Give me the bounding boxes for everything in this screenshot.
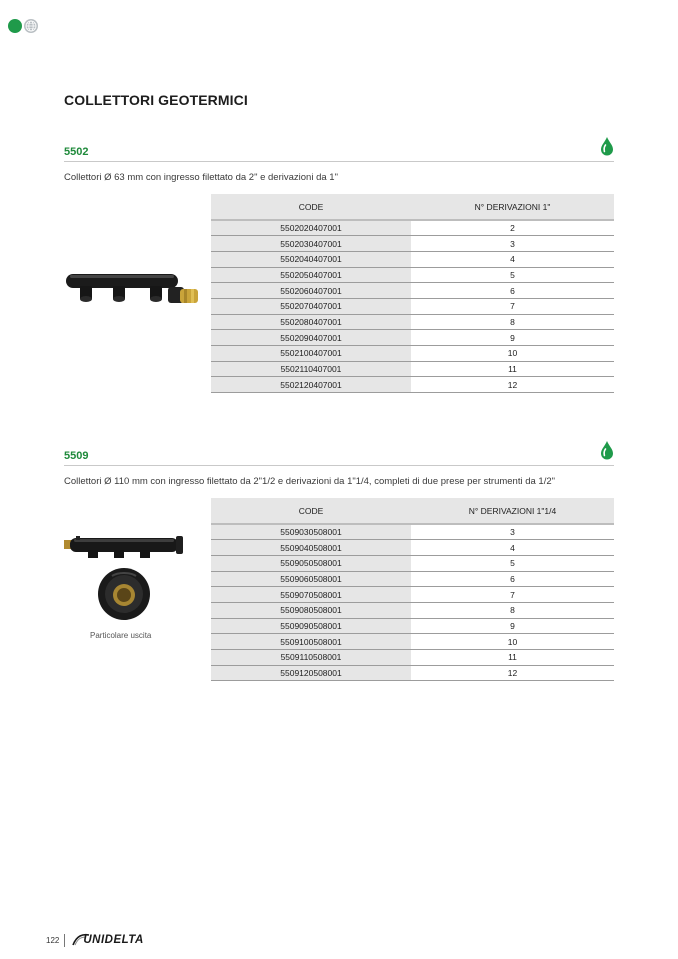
table-row — [211, 571, 614, 587]
value-cell: 3 — [411, 524, 614, 540]
water-drop-icon — [600, 136, 614, 156]
value-cell: 9 — [411, 330, 614, 346]
section-description: Collettori Ø 110 mm con ingresso filettato da 2"1/2 e derivazioni da 1"1/4, completi di due prese per strumenti da 1/2" — [64, 476, 556, 487]
code-cell: 5509070508001 — [211, 587, 411, 603]
outlet-detail-image — [94, 568, 154, 620]
section-5502 — [64, 142, 614, 390]
page-number: 122 — [46, 934, 65, 947]
column-header-derivazioni: N° DERIVAZIONI 1" — [411, 194, 614, 220]
table-row — [211, 555, 614, 571]
globe-icon — [24, 19, 38, 33]
table-row — [211, 602, 614, 618]
product-table-5502 — [211, 194, 614, 393]
section-code: 5509 — [64, 450, 89, 462]
code-cell: 5509080508001 — [211, 602, 411, 618]
section-5509 — [64, 446, 614, 679]
page-footer — [46, 933, 144, 947]
code-cell: 5509030508001 — [211, 524, 411, 540]
brand-name: UNIDELTA — [83, 934, 144, 946]
code-cell: 5502100407001 — [211, 346, 411, 362]
code-cell: 5509050508001 — [211, 555, 411, 571]
value-cell: 3 — [411, 236, 614, 252]
code-cell: 5509060508001 — [211, 571, 411, 587]
value-cell: 9 — [411, 618, 614, 634]
code-cell: 5509090508001 — [211, 618, 411, 634]
green-dot-icon — [8, 19, 22, 33]
value-cell: 10 — [411, 634, 614, 650]
value-cell: 7 — [411, 587, 614, 603]
product-table-5509 — [211, 498, 614, 681]
table-row — [211, 650, 614, 666]
image-caption: Particolare uscita — [90, 631, 152, 640]
water-drop-icon — [600, 440, 614, 460]
page-title: COLLETTORI GEOTERMICI — [64, 92, 248, 108]
table-header-row — [211, 194, 614, 220]
section-description: Collettori Ø 63 mm con ingresso filettato da 2" e derivazioni da 1" — [64, 172, 338, 183]
code-cell: 5502060407001 — [211, 283, 411, 299]
table-row — [211, 361, 614, 377]
table-row — [211, 618, 614, 634]
section-header — [64, 142, 614, 162]
code-cell: 5502070407001 — [211, 298, 411, 314]
table-row — [211, 587, 614, 603]
value-cell: 4 — [411, 540, 614, 556]
column-header-derivazioni: N° DERIVAZIONI 1"1/4 — [411, 498, 614, 524]
column-header-code: CODE — [211, 498, 411, 524]
value-cell: 10 — [411, 346, 614, 362]
code-cell: 5502080407001 — [211, 314, 411, 330]
table-row — [211, 377, 614, 393]
section-header — [64, 446, 614, 466]
value-cell: 12 — [411, 377, 614, 393]
value-cell: 12 — [411, 665, 614, 681]
table-row — [211, 251, 614, 267]
table-row — [211, 524, 614, 540]
value-cell: 8 — [411, 602, 614, 618]
table-row — [211, 346, 614, 362]
brand-logo — [71, 933, 143, 947]
value-cell: 11 — [411, 361, 614, 377]
value-cell: 8 — [411, 314, 614, 330]
code-cell: 5509100508001 — [211, 634, 411, 650]
value-cell: 5 — [411, 267, 614, 283]
value-cell: 11 — [411, 650, 614, 666]
code-cell: 5509110508001 — [211, 650, 411, 666]
collector-5509-image — [64, 532, 186, 562]
code-cell: 5502030407001 — [211, 236, 411, 252]
code-cell: 5502040407001 — [211, 251, 411, 267]
code-cell: 5502020407001 — [211, 220, 411, 236]
collector-5502-image — [64, 268, 202, 318]
table-header-row — [211, 498, 614, 524]
table-row — [211, 283, 614, 299]
code-cell: 5502090407001 — [211, 330, 411, 346]
table-row — [211, 220, 614, 236]
column-header-code: CODE — [211, 194, 411, 220]
section-code: 5502 — [64, 146, 89, 158]
value-cell: 2 — [411, 220, 614, 236]
value-cell: 7 — [411, 298, 614, 314]
value-cell: 5 — [411, 555, 614, 571]
code-cell: 5509040508001 — [211, 540, 411, 556]
code-cell: 5502050407001 — [211, 267, 411, 283]
table-row — [211, 540, 614, 556]
code-cell: 5502120407001 — [211, 377, 411, 393]
value-cell: 6 — [411, 571, 614, 587]
code-cell: 5502110407001 — [211, 361, 411, 377]
table-row — [211, 314, 614, 330]
table-row — [211, 267, 614, 283]
value-cell: 4 — [411, 251, 614, 267]
value-cell: 6 — [411, 283, 614, 299]
table-row — [211, 665, 614, 681]
table-row — [211, 330, 614, 346]
table-row — [211, 634, 614, 650]
code-cell: 5509120508001 — [211, 665, 411, 681]
table-row — [211, 236, 614, 252]
top-icons — [8, 19, 38, 33]
table-row — [211, 298, 614, 314]
